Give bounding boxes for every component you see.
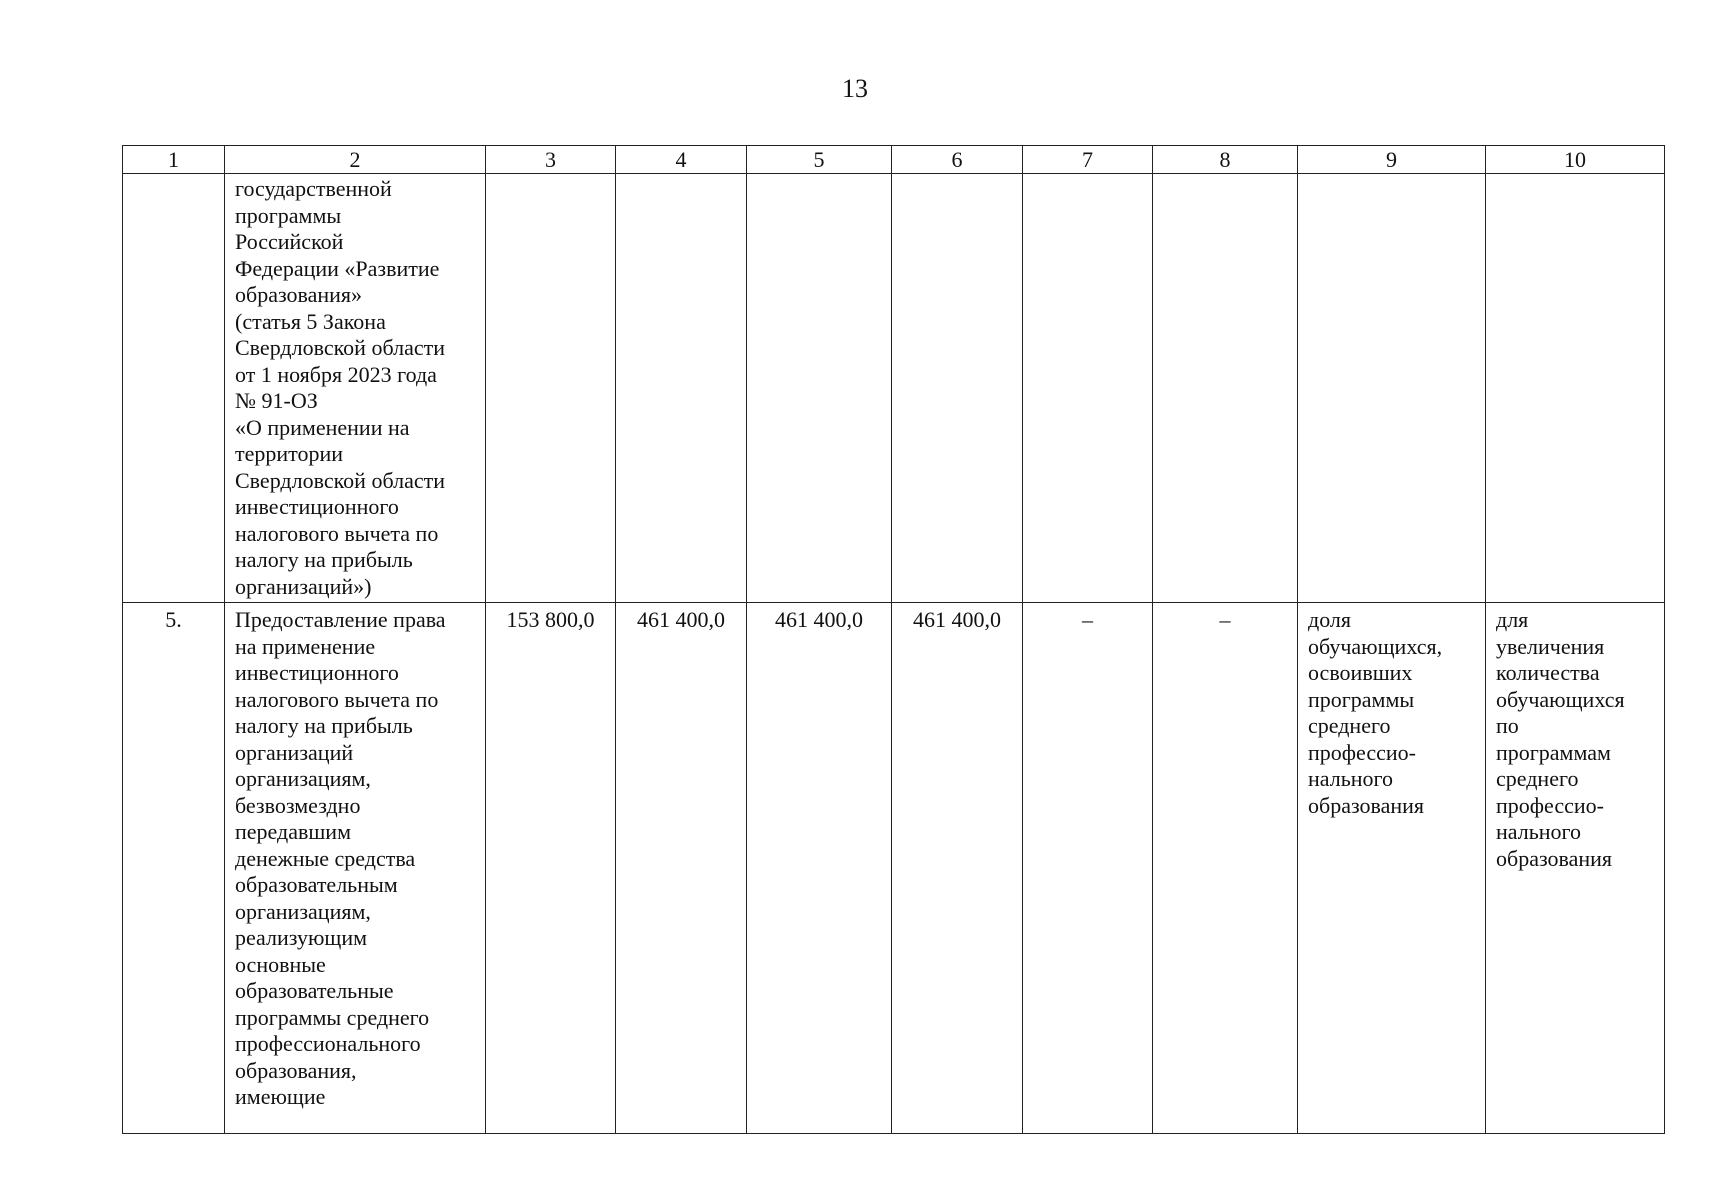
table-row-continued — [123, 174, 1665, 603]
cell-col9 — [1298, 174, 1486, 603]
column-header-4: 4 — [616, 146, 747, 174]
header-row — [123, 146, 1665, 174]
cell-col3: 153 800,0 — [486, 603, 616, 1134]
page-number: 13 — [842, 74, 868, 103]
cell-col7: – — [1023, 603, 1153, 1134]
column-header-6: 6 — [892, 146, 1023, 174]
column-header-9: 9 — [1298, 146, 1486, 174]
cell-col4 — [616, 174, 747, 603]
cell-number — [123, 174, 225, 603]
cell-col5 — [747, 174, 892, 603]
cell-description: Предоставление права на применение инвестиционного налогового вычета по налогу на прибыль организаций организациям, безвозмездно передавшим денежные средства образовательным организациям, реализующим основные образовательные программы среднего профессионального образования, имеющие — [225, 603, 486, 1134]
column-header-5: 5 — [747, 146, 892, 174]
column-header-8: 8 — [1153, 146, 1298, 174]
cell-col10: для увеличения количества обучающихся по программам среднего профессио- нального образования — [1486, 603, 1665, 1134]
data-table — [122, 145, 1665, 1134]
cell-col6 — [892, 174, 1023, 603]
cell-col9: доля обучающихся, освоивших программы среднего профессио- нального образования — [1298, 603, 1486, 1134]
cell-col3 — [486, 174, 616, 603]
cell-col5: 461 400,0 — [747, 603, 892, 1134]
cell-col7 — [1023, 174, 1153, 603]
cell-col8 — [1153, 174, 1298, 603]
cell-col4: 461 400,0 — [616, 603, 747, 1134]
cell-col8: – — [1153, 603, 1298, 1134]
column-header-7: 7 — [1023, 146, 1153, 174]
cell-description: государственной программы Российской Федерации «Развитие образования» (статья 5 Закона Свердловской области от 1 ноября 2023 года № 91-ОЗ «О применении на территории Свердловской области инвестиционного налогового вычета по налогу на прибыль организаций») — [225, 174, 486, 603]
column-header-3: 3 — [486, 146, 616, 174]
column-header-10: 10 — [1486, 146, 1665, 174]
column-header-1: 1 — [123, 146, 225, 174]
cell-col10 — [1486, 174, 1665, 603]
column-header-2: 2 — [225, 146, 486, 174]
cell-number: 5. — [123, 603, 225, 1134]
cell-col6: 461 400,0 — [892, 603, 1023, 1134]
table-row-5 — [123, 603, 1665, 1134]
